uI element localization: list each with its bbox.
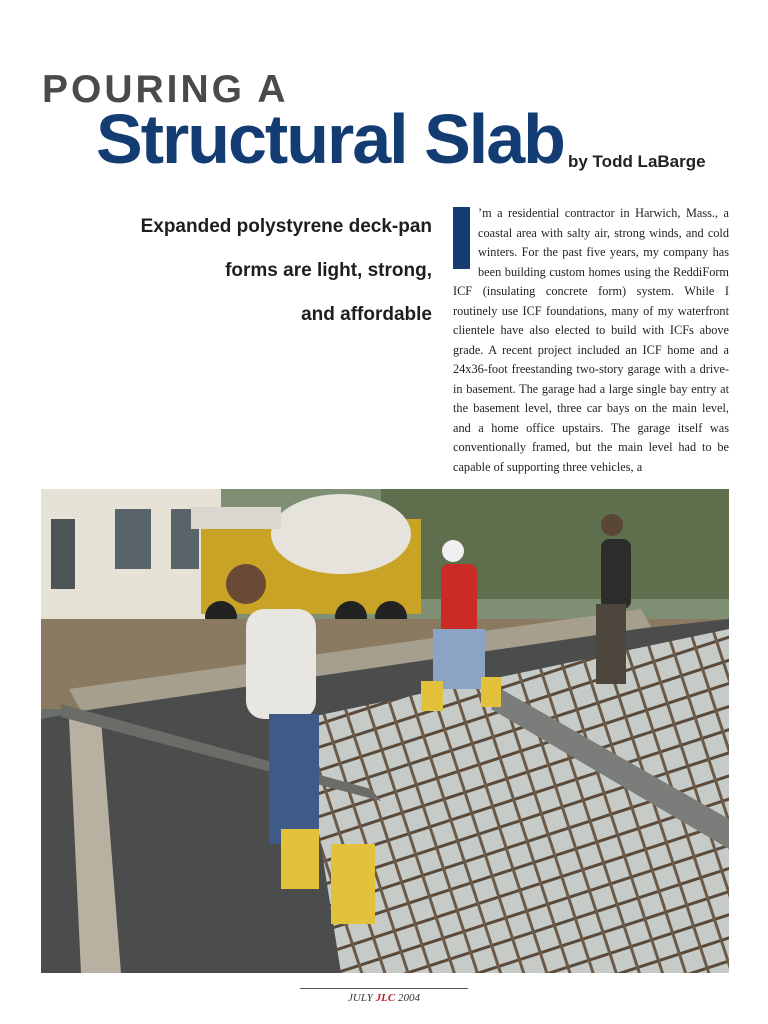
deck-line-3: and affordable: [301, 304, 432, 325]
footer-year: 2004: [397, 992, 420, 1004]
page-footer: [300, 992, 468, 1004]
kicker-heading: POURING A: [42, 68, 289, 111]
byline: by Todd LaBarge: [568, 152, 706, 171]
body-paragraph: ’m a residential contractor in Harwich, Mass., a coastal area with salty air, strong winds, and cold winters. For the past five years, my company has been building custom homes using the ReddiForm ICF (insulating concrete form) system. While I routinely use ICF foundations, many of my waterfront clientele have also elected to build with ICFs above grade. A recent project included an ICF home and a 24x36-foot freestanding two-story garage with a drive-in basement. The garage had a large single bay entry at the basement level, three car bays on the main level, and a home office upstairs. The garage itself was conventionally framed, but the main level had to be capable of supporting three vehicles, a: [453, 206, 729, 474]
footer-rule: [300, 988, 468, 989]
article-body: [453, 204, 729, 477]
footer-brand: JLC: [375, 992, 396, 1004]
deck-line-2: forms are light, strong,: [225, 260, 432, 281]
slab-pour-photo: [41, 489, 729, 973]
article-title: Structural Slab: [96, 100, 564, 178]
deck-line-1: Expanded polystyrene deck-pan: [140, 216, 432, 237]
article-photo: [41, 489, 729, 973]
footer-month: JULY: [348, 992, 373, 1004]
deck-subtitle: [100, 205, 432, 337]
dropcap-letter: [453, 207, 470, 269]
